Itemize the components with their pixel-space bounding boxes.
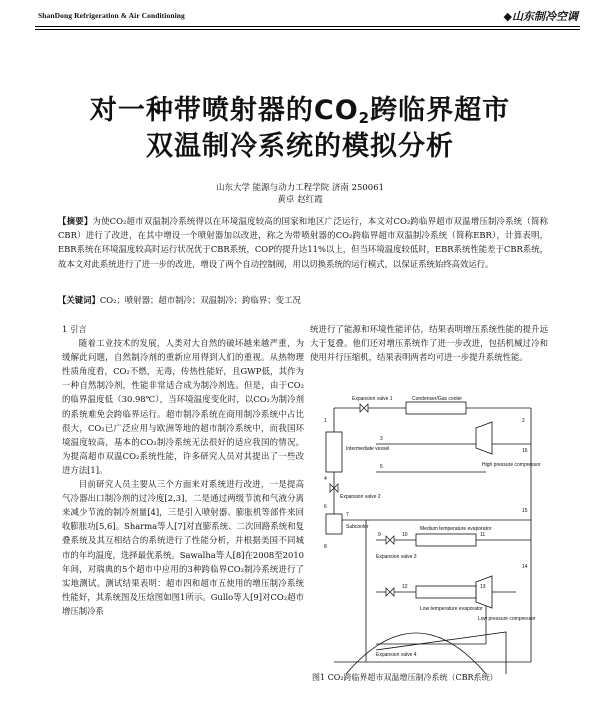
paragraph: 目前研究人员主要从三个方面来对系统进行改进，一是提高气冷器出口制冷剂的过冷度[2,3]，二是通过两级节流和气液分离来减少节流的制冷剂量[4]，三是引入喷射器、膨胀机等部件来回收膨胀功[5,6]。Sharma等人[7]对直膨系统、二次回路系统和复叠系统及其互相结合的系统进行了性能分析，并根据美国不同城市的年均温度，选择最优系统。Sawalha等人[8]在2008至2010年间，对瑞典的5个超市中应用的3种跨临界CO₂制冷系统进行了实地测试。测试结果表明：超市四和超市五使用的增压制冷系统性能好，其系统图及压焓图如图1所示。Gullo等人[9]对CO₂超市增压制冷系 (62, 479, 304, 616)
node-14: 14 (522, 564, 528, 570)
keywords (58, 294, 548, 306)
affiliation: 山东大学 能源与动力工程学院 济南 250061 (215, 183, 385, 193)
paragraph: 统进行了能源和环境性能评估，结果表明增压系统性能的提升远大于复叠。他们还对增压系统作了进一步改进，包括机械过冷和使用并行压缩机，结果表明两者均可进一步提升系统性能。 (310, 324, 548, 363)
label-lt-evaporator: Low temperature evaporator (420, 606, 483, 612)
node-13: 13 (480, 584, 486, 590)
node-6: 6 (324, 504, 327, 510)
left-column (62, 322, 304, 618)
figure-caption: 图1 CO₂跨临界超市双温增压制冷系统（CBR系统） (312, 673, 498, 682)
node-16: 16 (522, 448, 528, 454)
journal-name: ShanDong Refrigeration & Air Conditioning (38, 11, 185, 20)
node-11: 11 (480, 532, 486, 538)
right-column (310, 322, 548, 364)
paper-title-line1: 对一种带喷射器的$CO_2$跨临界超市 (89, 95, 511, 127)
label-intermediate-vessel: Intermediate vessel (346, 446, 390, 452)
label-expansion-valve-1: Expansion valve 1 (352, 396, 393, 402)
paper-title-line2: 双温制冷系统的模拟分析 (146, 131, 454, 162)
node-2: 2 (522, 418, 525, 424)
node-5: 5 (380, 464, 383, 470)
header-rule (35, 26, 580, 27)
label-hp-compressor: High pressure compressor (482, 462, 541, 468)
label-lp-compressor: Low pressure compressor (478, 616, 536, 622)
paragraph: 随着工业技术的发展，人类对大自然的破坏越来越严重，为缓解此问题，自然制冷剂的重新应用得到人们的重视。从热物理性质角度看，CO₂不燃，无毒，传热性能好，且GWP低，其作为一种自然制冷剂，性能非常适合成为制冷剂选。但是，由于CO₂的临界温度低（30.98℃），当环境温度变化时，以CO₂为制冷剂的系统难免会跨临界运行。超市制冷系统在商用制冷系统中占比很大，CO₂已广泛应用与欧洲等地的超市制冷系统中，而我国环境温度较高，基本的CO₂制冷系统无法很好的适应我国的情况。为提高超市双温CO₂系统性能，许多研究人员对其提出了一些改进方法[1]。 (62, 338, 304, 475)
label-subcooler: Subcooler (346, 524, 369, 530)
abstract (58, 214, 548, 271)
node-7: 7 (346, 512, 349, 518)
authors: 黄卓 赵红霞 (277, 195, 323, 205)
label-mt-evaporator: Medium temperature evaporator (420, 526, 492, 532)
node-4: 4 (324, 476, 327, 482)
label-expansion-valve-3: Expansion valve 3 (376, 554, 417, 560)
node-12: 12 (402, 584, 408, 590)
label-expansion-valve-4: Expansion valve 4 (376, 652, 417, 658)
header-rule-thin (35, 29, 580, 30)
node-9: 9 (378, 532, 381, 538)
section-heading: 1 引言 (62, 324, 87, 334)
node-1: 1 (324, 418, 327, 424)
journal-logo: ◆山东制冷空调 (503, 10, 578, 23)
node-3: 3 (380, 436, 383, 442)
abstract-text: 为使CO₂超市双温制冷系统得以在环境温度较高的国家和地区广泛运行，本文对CO₂跨临界超市双温增压制冷系统（简称CBR）进行了改进，在其中增设一个喷射器加以改进，称之为带喷射器的CO₂跨临界超市双温制冷系统（简称EBR），计算表明，EBR系统在环境温度较高时运行状况优于CBR系统，COP的提升达11%以上，但当环境温度较低时，EBR系统性能差于CBR系统，故本文对此系统进行了进一步的改进，增设了两个自动控制阀，用以切换系统的运行模式，以保证系统始终高效运行。 (58, 216, 548, 269)
page-header (0, 6, 600, 24)
node-10: 10 (402, 532, 408, 538)
node-8: 8 (324, 544, 327, 550)
keywords-text: CO₂；喷射器；超市制冷；双温制冷；跨临界；变工况 (99, 295, 301, 305)
system-diagram (316, 392, 548, 682)
label-expansion-valve-2: Expansion valve 2 (340, 494, 381, 500)
node-15: 15 (522, 508, 528, 514)
abstract-label: 【摘要】 (58, 216, 93, 226)
keywords-label: 【关键词】 (58, 295, 100, 305)
label-condenser: Condenser/Gas cooler (412, 396, 463, 402)
